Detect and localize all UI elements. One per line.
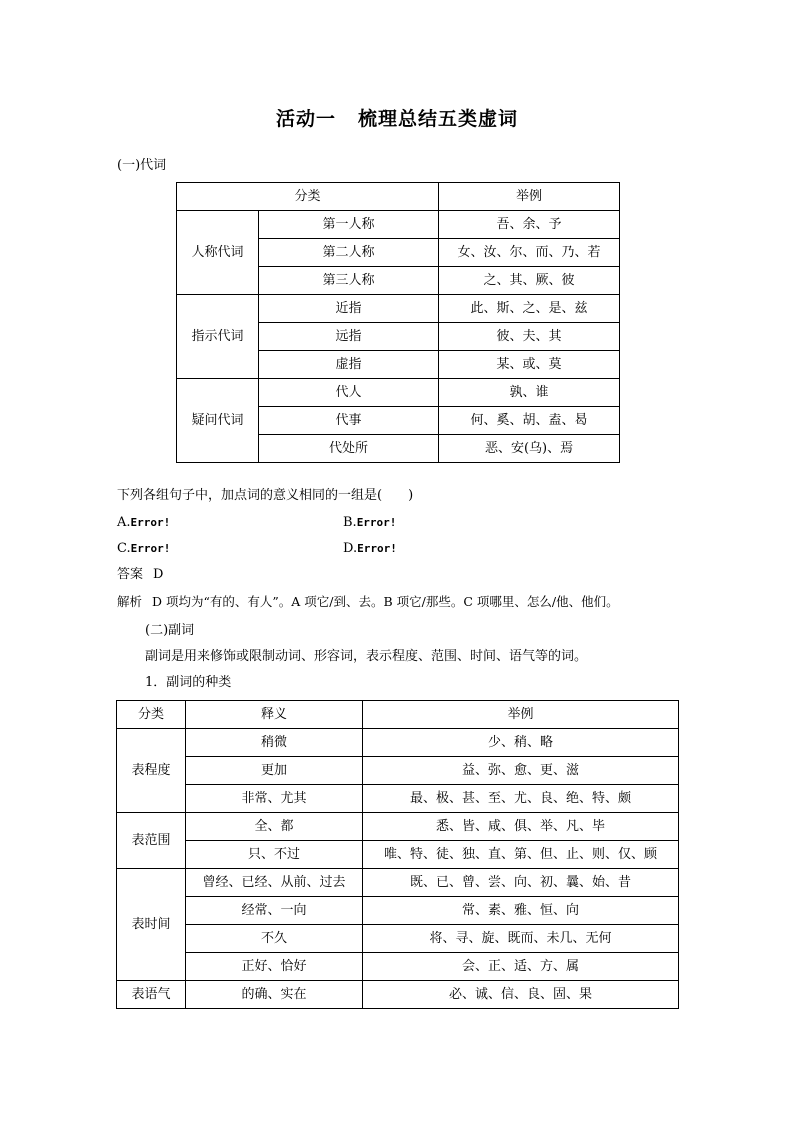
example-cell: 必、诚、信、良、固、果 — [363, 981, 679, 1009]
group-label: 疑问代词 — [177, 379, 259, 463]
table-header-row — [117, 701, 679, 729]
sub-category: 第三人称 — [259, 267, 439, 295]
table-row — [117, 729, 679, 757]
table-row — [177, 211, 620, 239]
table-row — [177, 295, 620, 323]
answer-label: 答案 — [117, 567, 144, 582]
example-cell: 会、正、适、方、属 — [363, 953, 679, 981]
table-row — [117, 981, 679, 1009]
option-c: C.Error! — [117, 541, 171, 556]
example-cell: 悉、皆、咸、俱、举、凡、毕 — [363, 813, 679, 841]
meaning-cell: 全、都 — [186, 813, 363, 841]
header-category: 分类 — [117, 701, 186, 729]
options-row-2 — [117, 540, 537, 558]
adverb-intro: 副词是用来修饰或限制动词、形容词，表示程度、范围、时间、语气等的词。 — [145, 649, 588, 664]
page-title: 活动一 梳理总结五类虚词 — [275, 108, 519, 130]
table-header-row — [177, 183, 620, 211]
example-cell: 彼、夫、其 — [439, 323, 620, 351]
pronoun-table — [176, 182, 620, 463]
meaning-cell: 经常、一向 — [186, 897, 363, 925]
example-cell: 之、其、厥、彼 — [439, 267, 620, 295]
example-cell: 益、弥、愈、更、滋 — [363, 757, 679, 785]
adverb-table — [116, 700, 679, 1009]
sub-category: 第二人称 — [259, 239, 439, 267]
example-cell: 既、已、曾、尝、向、初、曩、始、昔 — [363, 869, 679, 897]
meaning-cell: 不久 — [186, 925, 363, 953]
sub-category: 虚指 — [259, 351, 439, 379]
example-cell: 常、素、雅、恒、向 — [363, 897, 679, 925]
sub-category: 代事 — [259, 407, 439, 435]
example-cell: 吾、余、予 — [439, 211, 620, 239]
option-a: A.Error! — [117, 515, 171, 530]
example-cell: 将、寻、旋、既而、未几、无何 — [363, 925, 679, 953]
table-row — [117, 925, 679, 953]
table-row — [117, 841, 679, 869]
answer-line — [117, 566, 163, 584]
group-label: 指示代词 — [177, 295, 259, 379]
table-row — [117, 869, 679, 897]
example-cell: 孰、谁 — [439, 379, 620, 407]
meaning-cell: 稍微 — [186, 729, 363, 757]
analysis-text: D 项均为“有的、有人”。A 项它/到、去。B 项它/那些。C 项哪里、怎么/他、他们。 — [152, 594, 619, 609]
header-example: 举例 — [363, 701, 679, 729]
options-row-1 — [117, 514, 537, 532]
group-label: 表时间 — [117, 869, 186, 981]
option-d: D.Error! — [343, 541, 397, 556]
meaning-cell: 的确、实在 — [186, 981, 363, 1009]
table-row — [117, 897, 679, 925]
sub-category: 远指 — [259, 323, 439, 351]
answer-value: D — [153, 567, 164, 582]
table-row — [117, 953, 679, 981]
meaning-cell: 非常、尤其 — [186, 785, 363, 813]
header-category: 分类 — [177, 183, 439, 211]
meaning-cell: 只、不过 — [186, 841, 363, 869]
meaning-cell: 正好、恰好 — [186, 953, 363, 981]
header-meaning: 释义 — [186, 701, 363, 729]
sub-category: 代人 — [259, 379, 439, 407]
sub-heading-adverb-types: 1．副词的种类 — [145, 675, 232, 690]
sub-category: 近指 — [259, 295, 439, 323]
meaning-cell: 更加 — [186, 757, 363, 785]
example-cell: 唯、特、徒、独、直、第、但、止、则、仅、顾 — [363, 841, 679, 869]
group-label: 人称代词 — [177, 211, 259, 295]
example-cell: 少、稍、略 — [363, 729, 679, 757]
table-row — [177, 379, 620, 407]
meaning-cell: 曾经、已经、从前、过去 — [186, 869, 363, 897]
group-label: 表语气 — [117, 981, 186, 1009]
question-stem: 下列各组句子中，加点词的意义相同的一组是( ) — [117, 488, 414, 503]
analysis-label: 解析 — [117, 594, 143, 609]
sub-category: 代处所 — [259, 435, 439, 463]
example-cell: 某、或、莫 — [439, 351, 620, 379]
table-row — [117, 757, 679, 785]
example-cell: 此、斯、之、是、兹 — [439, 295, 620, 323]
group-label: 表程度 — [117, 729, 186, 813]
section-heading-pronouns: (一)代词 — [117, 158, 167, 173]
section-heading-adverbs: (二)副词 — [145, 623, 195, 638]
sub-category: 第一人称 — [259, 211, 439, 239]
example-cell: 恶、安(乌)、焉 — [439, 435, 620, 463]
analysis-line — [117, 593, 619, 611]
group-label: 表范围 — [117, 813, 186, 869]
example-cell: 女、汝、尔、而、乃、若 — [439, 239, 620, 267]
option-b: B.Error! — [343, 515, 397, 530]
table-row — [117, 813, 679, 841]
example-cell: 最、极、甚、至、尤、良、绝、特、颇 — [363, 785, 679, 813]
header-example: 举例 — [439, 183, 620, 211]
example-cell: 何、奚、胡、盍、曷 — [439, 407, 620, 435]
table-row — [117, 785, 679, 813]
